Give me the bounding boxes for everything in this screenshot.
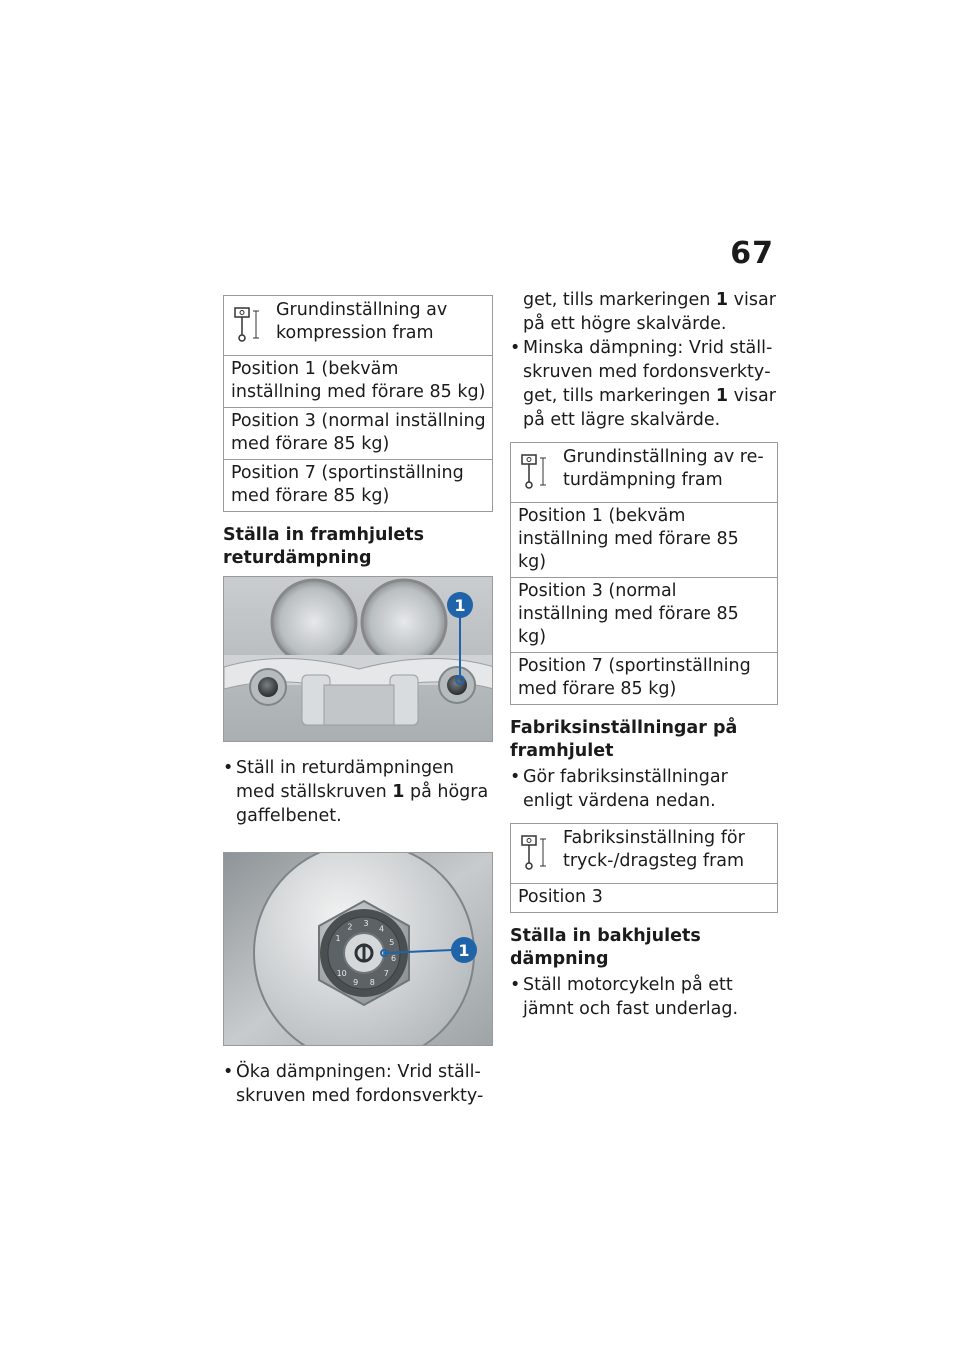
spec-table-title: Fabriksinställning för tryck-/dragsteg fram <box>563 828 745 871</box>
section-heading: Ställa in framhjulets returdämpning <box>223 525 425 568</box>
dial-digit: 10 <box>336 969 347 979</box>
bullet-list <box>223 756 493 828</box>
factory-spec-table <box>510 823 778 913</box>
spec-table-row: Position 3 (normal inställning med förare 85 kg) <box>224 408 492 460</box>
dial-digit: 3 <box>363 919 369 929</box>
rebound-spec-table <box>510 442 778 705</box>
dial-digit: 5 <box>389 937 395 947</box>
bullet-text: visar på ett lägre skalvärde. <box>523 386 776 430</box>
spec-table-row: Position 1 (bekväm inställning med förare 85 kg) <box>511 503 777 578</box>
spec-table-row: Position 7 (sportinställning med förare 85 kg) <box>231 463 464 506</box>
dial-digit: 7 <box>383 969 389 979</box>
bullet-text: på högra gaffelbenet. <box>236 782 489 826</box>
section-heading: Ställa in bakhjulets dämpning <box>510 926 701 969</box>
spec-table-row: Position 1 (bekväm inställning med förare 85 kg) <box>224 356 492 408</box>
reference-number: 1 <box>392 782 405 802</box>
handlebar-fork-adjusters-photo <box>223 576 493 742</box>
rebound-adjuster-dial-photo <box>223 852 493 1046</box>
compression-spec-table <box>223 295 493 512</box>
bullet-list <box>510 973 778 1021</box>
dial-digit: 6 <box>390 954 397 964</box>
bullet-list <box>223 1060 493 1108</box>
dial-digit: 2 <box>347 922 353 932</box>
list-item <box>510 336 778 432</box>
bullet-list <box>510 765 778 813</box>
reference-number: 1 <box>715 386 729 406</box>
dial-digit: 4 <box>379 924 385 934</box>
list-item: • Öka dämpningen: Vrid ställskruven med fordonsverkty- <box>223 1060 493 1108</box>
suspension-setting-icon <box>519 446 555 497</box>
dial-digit: 1 <box>335 934 341 943</box>
section-heading: Fabriksinställningar på framhjulet <box>510 718 738 761</box>
dial-digit: 9 <box>353 977 359 987</box>
reference-number: 1 <box>715 290 729 310</box>
bullet-list <box>510 336 778 432</box>
spec-table-header <box>511 824 777 884</box>
callout-number: 1 <box>454 596 466 615</box>
bullet-text: Ställ in returdämpningen med ställskruven <box>236 758 454 802</box>
paragraph-text: visar på ett högre skalvärde. <box>523 290 776 334</box>
bullet-text: Minska dämpning: Vrid ställskruven med fordonsverktyget, tills markeringen <box>523 338 773 406</box>
spec-table-title: Grundinställning av kompression fram <box>276 300 448 343</box>
spec-table-row: Position 7 (sportinställning med förare 85 kg) <box>518 656 751 699</box>
spec-table-header <box>224 296 492 356</box>
spec-table-header <box>511 443 777 503</box>
left-column <box>223 295 493 1108</box>
spec-table-title: Grundinställning av returdämpning fram <box>563 447 764 490</box>
callout-number: 1 <box>458 941 470 960</box>
dial-digit: 8 <box>369 977 375 987</box>
paragraph-text: get, tills markeringen <box>523 290 716 310</box>
suspension-setting-icon <box>519 827 555 878</box>
continued-text <box>510 288 778 336</box>
right-column <box>510 288 778 1021</box>
page-number: 67 <box>730 236 774 271</box>
spec-table-row: Position 3 <box>518 887 603 907</box>
list-item: • Gör fabriksinställningar enligt värdena nedan. <box>510 765 778 813</box>
spec-table-row: Position 3 (normal inställning med förare 85 kg) <box>511 578 777 653</box>
list-item: • Ställ motorcykeln på ett jämnt och fast underlag. <box>510 973 778 1021</box>
suspension-setting-icon <box>232 299 268 350</box>
list-item <box>223 756 493 828</box>
